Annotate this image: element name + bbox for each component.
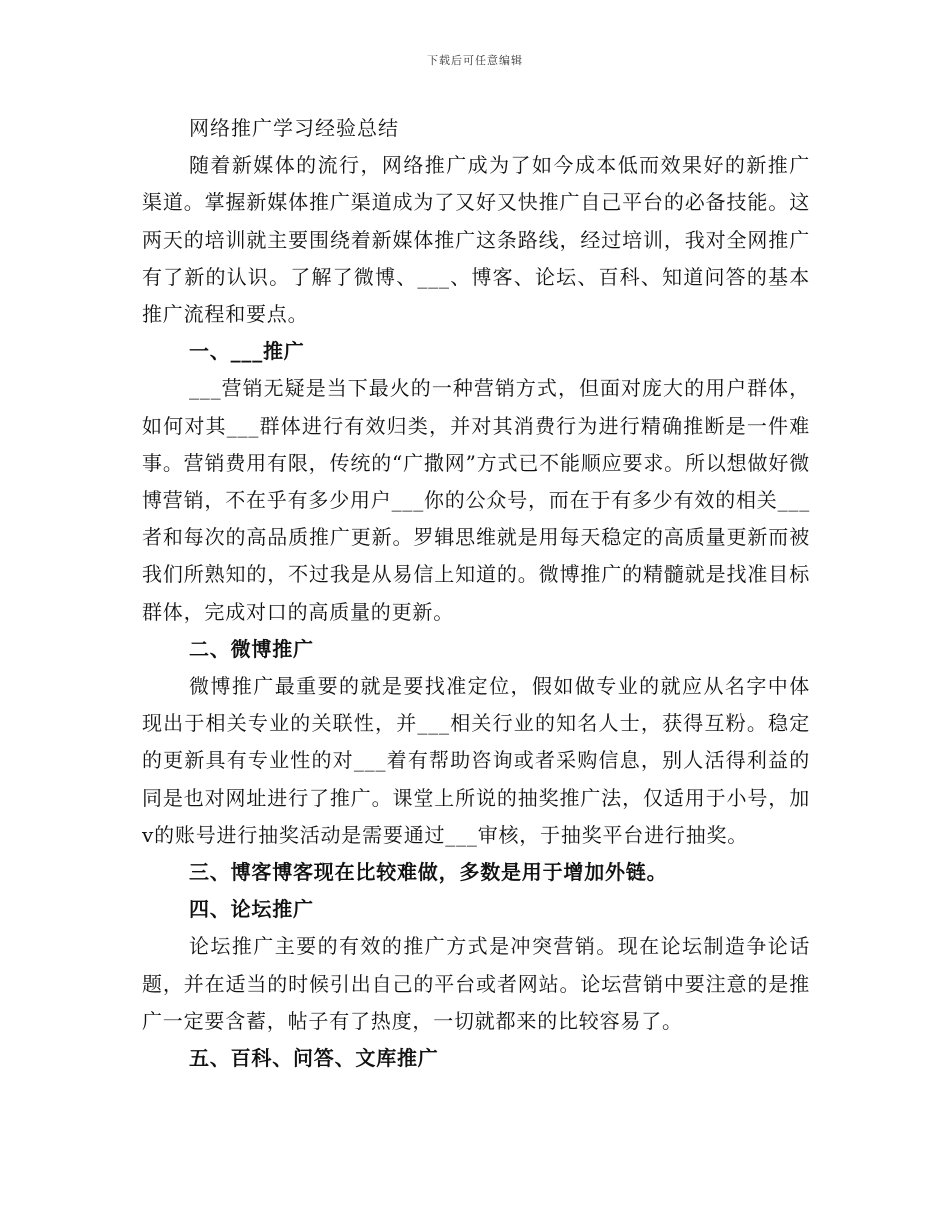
section-paragraph-4: 论坛推广主要的有效的推广方式是冲突营销。现在论坛制造争论话题，并在适当的时候引出自己的平台或者网站。论坛营销中要注意的是推广一定要含蓄，帖子有了热度，一切就都来的比较容易了。 xyxy=(142,934,810,1033)
section-heading-2: 二、微博推广 xyxy=(189,636,314,661)
section-paragraph-2: 微博推广最重要的就是要找准定位，假如做专业的就应从名字中体现出于相关专业的关联性，并___相关行业的知名人士，获得互粉。稳定的更新具有专业性的对___着有帮助咨询或者采购信息，别人活得利益的同是也对网址进行了推广。课堂上所说的抽奖推广法，仅适用于小号，加v的账号进行抽奖活动是需要通过___审核，于抽奖平台进行抽奖。 xyxy=(142,674,810,847)
section-heading-4: 四、论坛推广 xyxy=(189,897,314,922)
section-heading-3: 三、博客博客现在比较难做，多数是用于增加外链。 xyxy=(189,860,668,885)
section-heading-1: 一、___推广 xyxy=(189,339,305,364)
section-heading-5: 五、百科、问答、文库推广 xyxy=(189,1046,439,1071)
intro-paragraph: 随着新媒体的流行，网络推广成为了如今成本低而效果好的新推广渠道。掌握新媒体推广渠道成为了又好又快推广自己平台的必备技能。这两天的培训就主要围绕着新媒体推广这条路线，经过培训，我对全网推广有了新的认识。了解了微博、___、博客、论坛、百科、知道问答的基本推广流程和要点。 xyxy=(142,153,810,327)
page-header: 下载后可任意编辑 xyxy=(427,54,523,67)
document-body xyxy=(142,110,810,1077)
document-title: 网络推广学习经验总结 xyxy=(189,116,399,140)
section-paragraph-1: ___营销无疑是当下最火的一种营销方式，但面对庞大的用户群体，如何对其___群体进行有效归类，并对其消费行为进行精确推断是一件难事。营销费用有限，传统的“广撒网”方式已不能顺应要求。所以想做好微博营销，不在乎有多少用户___你的公众号，而在于有多少有效的相关___者和每次的高品质推广更新。罗辑思维就是用每天稳定的高质量更新而被我们所熟知的，不过我是从易信上知道的。微博推广的精髓就是找准目标群体，完成对口的高质量的更新。 xyxy=(142,376,810,624)
